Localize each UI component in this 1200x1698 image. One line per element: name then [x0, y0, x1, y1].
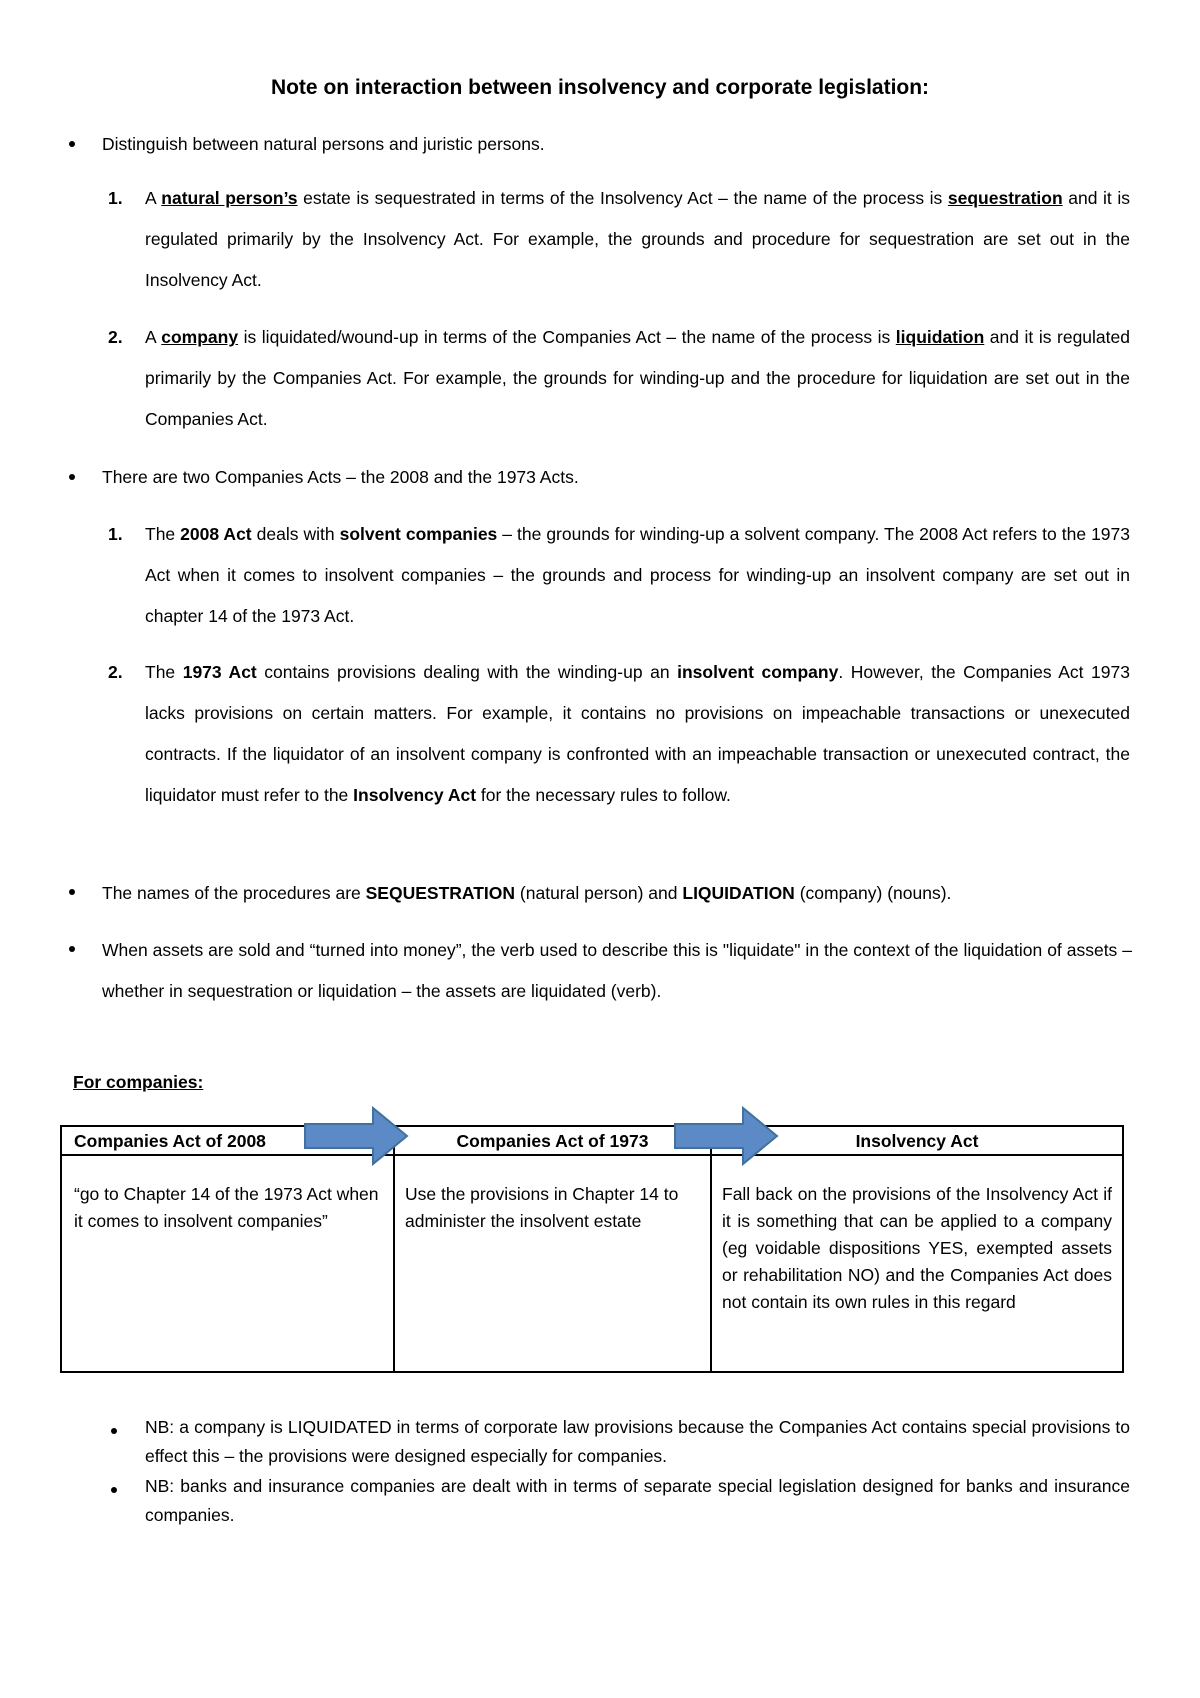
nb-note-2: NB: banks and insurance companies are dealt with in terms of separate special legislation designed for banks and insurance companies.: [145, 1476, 1130, 1525]
bullet-text-2: There are two Companies Acts – the 2008 and the 1973 Acts.: [102, 467, 579, 487]
bullet-dot: [69, 946, 75, 952]
table-header-2008: Companies Act of 2008: [74, 1131, 266, 1151]
list-item-company: A company is liquidated/wound-up in terms of the Companies Act – the name of the process is liquidation and it is regulated primarily by the Companies Act. For example, the grounds for winding-up and the procedure for liquidation are set out in the Companies Act.: [145, 327, 1130, 429]
bullet-dot: [111, 1428, 117, 1434]
term-sequestration: sequestration: [947, 188, 1063, 208]
arrow-right-icon: [673, 1106, 781, 1166]
page-title: Note on interaction between insolvency and corporate legislation:: [270, 76, 930, 99]
table-cell-2008: “go to Chapter 14 of the 1973 Act when it comes to insolvent companies”: [74, 1184, 379, 1231]
bullet-text-3: The names of the procedures are SEQUESTRATION (natural person) and LIQUIDATION (company) (nouns).: [102, 883, 952, 903]
nb-note-1: NB: a company is LIQUIDATED in terms of corporate law provisions because the Companies Act contains special provisions to effect this – the provisions were designed especially for companies.: [145, 1417, 1130, 1466]
arrow-shape: [305, 1108, 407, 1164]
list-item-2008-act: The 2008 Act deals with solvent companies – the grounds for winding-up a solvent company. The 2008 Act refers to the 1973 Act when it comes to insolvent companies – the grounds and process for winding-up an insolvent company are set out in chapter 14 of the 1973 Act.: [145, 524, 1130, 626]
list-number: 1.: [108, 524, 123, 544]
arrow-shape: [675, 1108, 777, 1164]
list-number: 2.: [108, 327, 123, 347]
arrow-right-icon: [303, 1106, 411, 1166]
bullet-text-1: Distinguish between natural persons and juristic persons.: [102, 134, 545, 154]
table-header-1973: Companies Act of 1973: [456, 1131, 649, 1151]
table-header-divider: [62, 1154, 1122, 1156]
table-cell-1973: Use the provisions in Chapter 14 to administer the insolvent estate: [405, 1184, 679, 1231]
acts-table: [60, 1125, 1124, 1373]
list-item-1973-act: The 1973 Act contains provisions dealing with the winding-up an insolvent company. However, the Companies Act 1973 lacks provisions on certain matters. For example, it contains no provisions on impeachable transactions or unexecuted contracts. If the liquidator of an insolvent company is confronted with an impeachable transaction or unexecuted contract, the liquidator must refer to the Insolvency Act for the necessary rules to follow.: [145, 662, 1130, 805]
bullet-dot: [111, 1487, 117, 1493]
table-cell-insolvency: Fall back on the provisions of the Insolvency Act if it is something that can be applied to a company (eg voidable dispositions YES, exempted assets or rehabilitation NO) and the Companies Act does not contain its own rules in this regard: [722, 1184, 1112, 1312]
term-company: company: [161, 327, 239, 347]
bullet-text-4: When assets are sold and “turned into money”, the verb used to describe this is "liquidate" in the context of the liquidation of assets – whether in sequestration or liquidation – the assets are liquidated (verb).: [102, 940, 1132, 1001]
bullet-dot: [69, 889, 75, 895]
bullet-dot: [69, 474, 75, 480]
term-liquidation: liquidation: [895, 327, 985, 347]
bullet-dot: [69, 141, 75, 147]
list-number: 1.: [108, 188, 123, 208]
section-heading-for-companies: For companies:: [73, 1072, 204, 1092]
term-natural-person: natural person’s: [161, 188, 298, 208]
list-number: 2.: [108, 662, 123, 682]
table-header-insolvency: Insolvency Act: [855, 1131, 979, 1151]
list-item-natural-person: A natural person’s estate is sequestrated in terms of the Insolvency Act – the name of the process is sequestration and it is regulated primarily by the Insolvency Act. For example, the grounds and procedure for sequestration are set out in the Insolvency Act.: [145, 188, 1130, 290]
